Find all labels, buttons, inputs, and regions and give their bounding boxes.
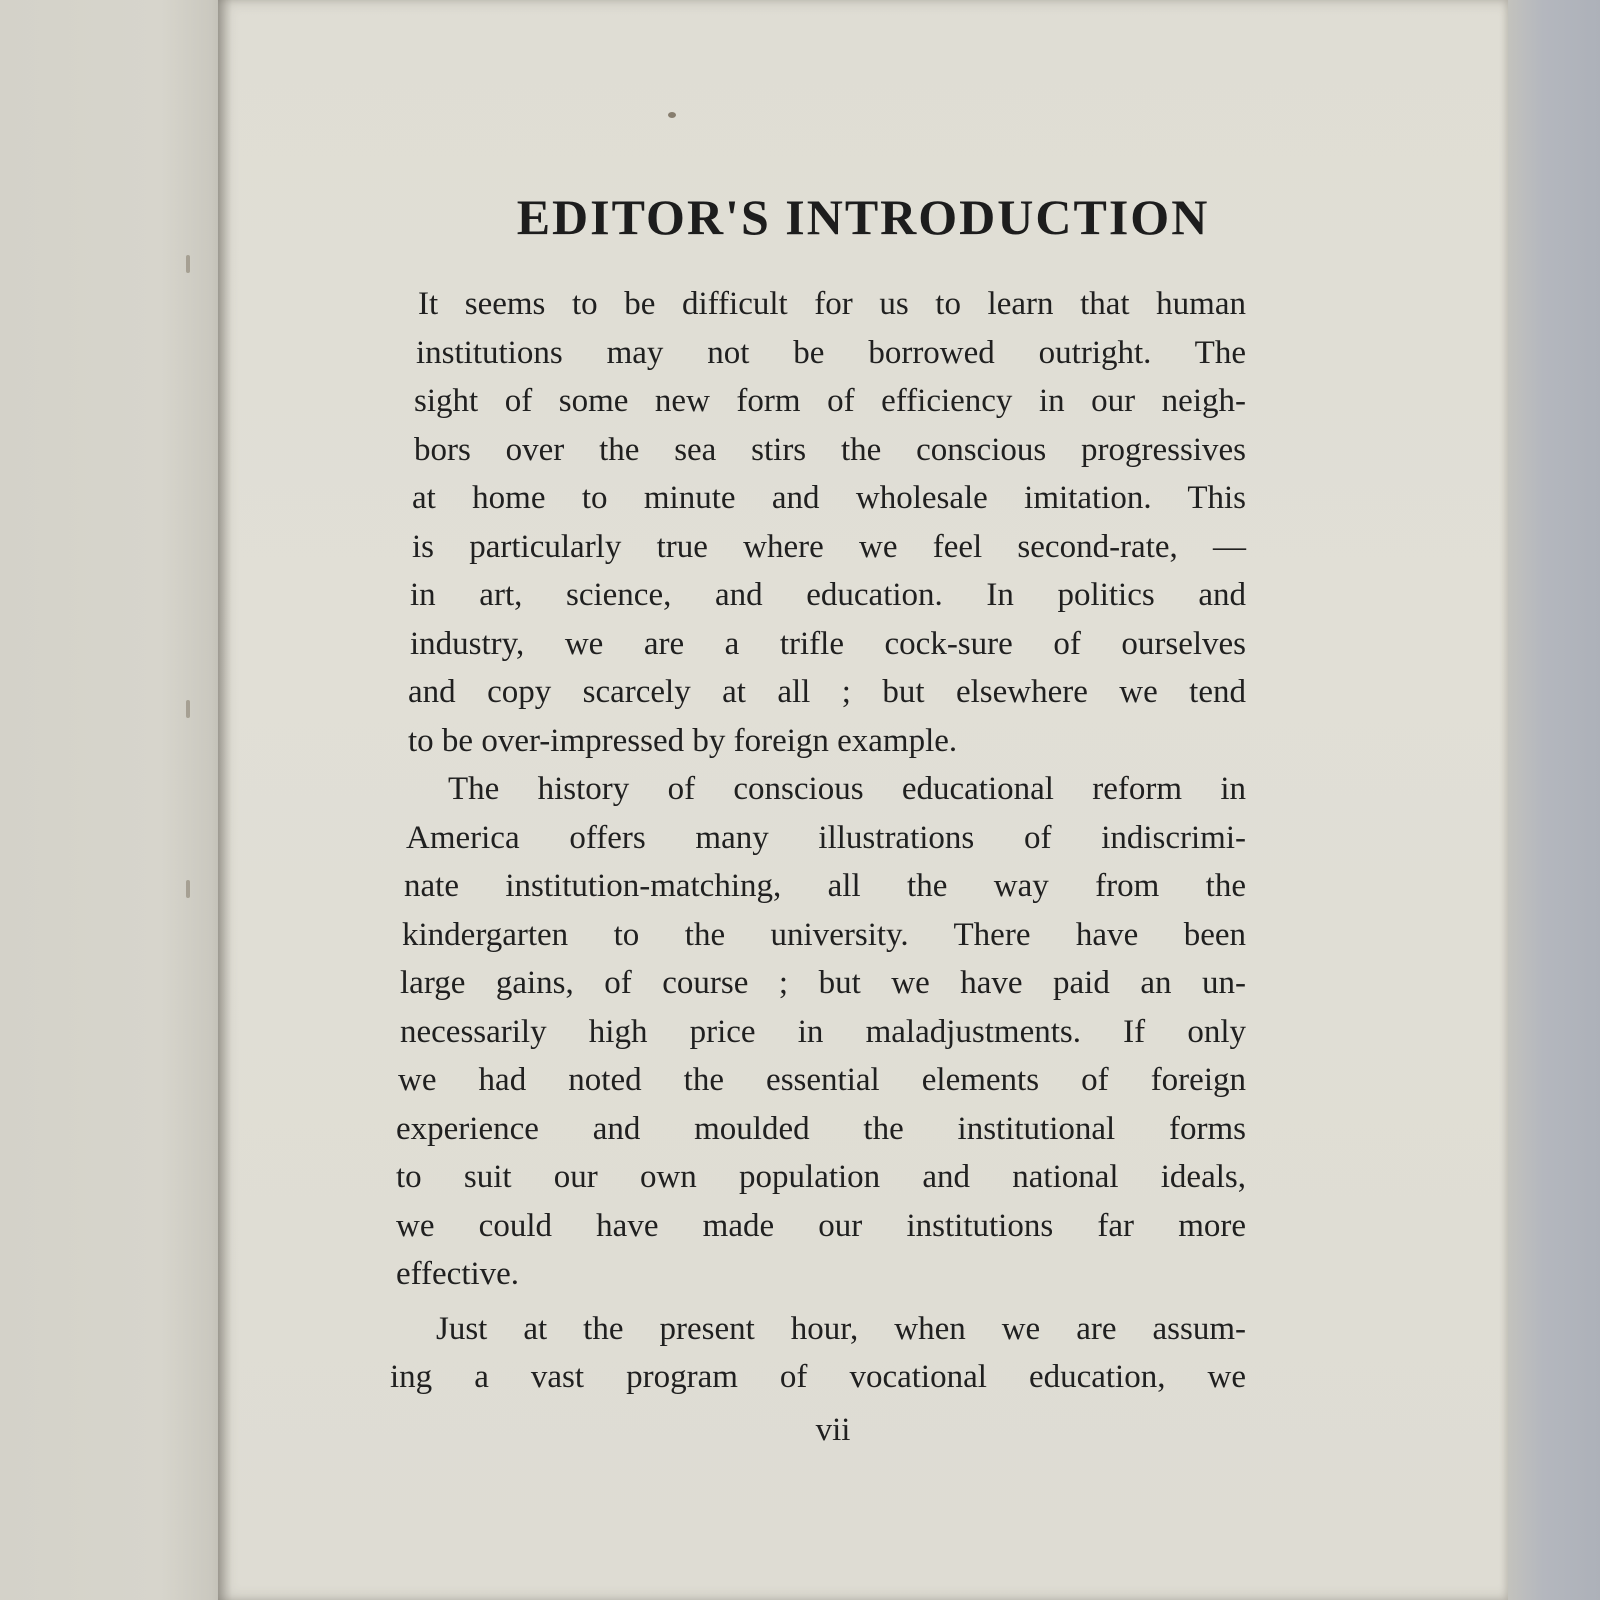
text-line: effective. <box>396 1256 520 1292</box>
text-line: we could have made our institutions far more <box>396 1207 1246 1244</box>
text-line: sight of some new form of efficiency in our neigh- <box>414 383 1246 419</box>
ink-spot <box>668 112 676 118</box>
text-line: bors over the sea stirs the conscious progressives <box>414 431 1246 468</box>
text-line: kindergarten to the university. There have been <box>402 916 1246 953</box>
text-line: is particularly true where we feel second-rate, — <box>412 528 1246 565</box>
page-title: EDITOR'S INTRODUCTION <box>516 189 1210 245</box>
text-line: institutions may not be borrowed outright. The <box>416 334 1246 371</box>
text-line: Just at the present hour, when we are assum- <box>436 1310 1246 1347</box>
text-line: to be over-impressed by foreign example. <box>408 722 958 759</box>
text-line: at home to minute and wholesale imitation. This <box>412 480 1246 516</box>
binding-stitch <box>186 880 190 898</box>
text-line: ing a vast program of vocational education, we <box>390 1359 1246 1395</box>
background-surface <box>1505 0 1600 1600</box>
binding-stitch <box>186 700 190 718</box>
page-gutter-shadow <box>218 0 232 1600</box>
text-line: we had noted the essential elements of foreign <box>398 1062 1246 1098</box>
text-line: in art, science, and education. In politics and <box>410 577 1246 613</box>
text-line: industry, we are a trifle cock-sure of ourselves <box>410 625 1246 662</box>
text-line: and copy scarcely at all ; but elsewhere we tend <box>408 674 1246 710</box>
binding-stitch <box>186 255 190 273</box>
text-line: experience and moulded the institutional forms <box>396 1110 1246 1147</box>
text-line: necessarily high price in maladjustments. If only <box>400 1013 1246 1050</box>
body-text <box>390 280 1246 1402</box>
text-line: to suit our own population and national ideals, <box>396 1159 1246 1195</box>
book-page <box>218 0 1508 1600</box>
left-page-edge <box>0 0 230 1600</box>
text-line: It seems to be difficult for us to learn that human <box>418 286 1246 322</box>
text-line: America offers many illustrations of indiscrimi- <box>406 819 1246 856</box>
page-number: vii <box>815 1412 851 1448</box>
text-line: nate institution-matching, all the way from the <box>404 868 1246 904</box>
text-line: large gains, of course ; but we have paid an un- <box>400 965 1246 1001</box>
text-line: The history of conscious educational reform in <box>448 771 1246 807</box>
